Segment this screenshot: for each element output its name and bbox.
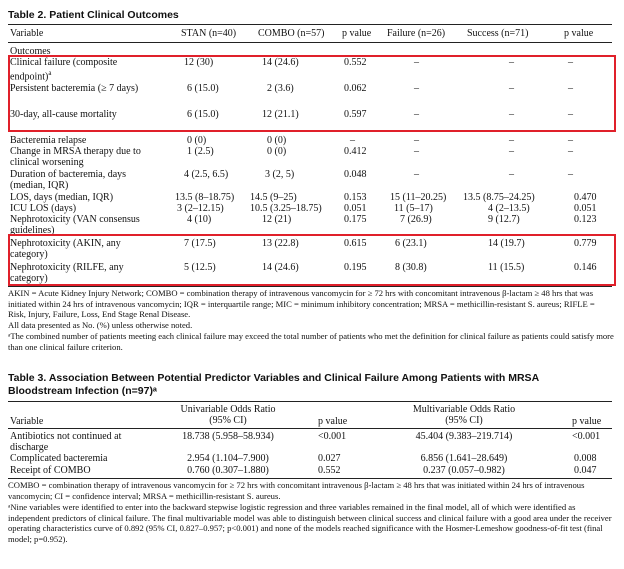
t2-cell-combo: 14 (24.6): [262, 57, 299, 68]
t2-header-success: Success (n=71): [467, 28, 529, 39]
t3-cell-univariable: 18.738 (5.958–58.934): [182, 431, 274, 442]
t2-cell-stan: 1 (2.5): [187, 146, 214, 157]
t2-cell-combo: 13 (22.8): [262, 238, 299, 249]
t2-cell-p2: –: [568, 57, 573, 68]
t3-cell-univariable: 0.760 (0.307–1.880): [187, 465, 269, 476]
t3-footnote-abbrev: COMBO = combination therapy of intravenous vancomycin for ≥ 72 hrs with concomitant intravenous β-lactam ≥ 48 hrs that was initiated within 24 hrs of intravenous vancomycin; CI = confidence interval; MRSA = methicillin-resistant S. aureus.: [8, 480, 585, 501]
table3-bottom-rule: [8, 478, 612, 479]
t2-footnote-data: All data presented as No. (%) unless otherwise noted.: [8, 320, 193, 330]
t2-cell-p2: 0.051: [574, 203, 597, 214]
table2-bottom-rule: [8, 286, 612, 287]
t3-cell-p1: <0.001: [318, 431, 347, 442]
t2-cell-failure: –: [414, 57, 419, 68]
table2-header-rule: [8, 42, 612, 43]
t2-cell-p: 0.153: [344, 192, 367, 203]
t2-cell-p: –: [350, 135, 355, 146]
t3-row-label: Antibiotics not continued at discharge: [10, 431, 122, 453]
t2-row-label: Duration of bacteremia, days (median, IQR): [10, 169, 127, 191]
t3-header-multivariable-ci: (95% CI): [445, 415, 483, 426]
t2-cell-p2: 0.146: [574, 262, 597, 273]
t2-cell-combo: 0 (0): [267, 135, 287, 146]
t2-cell-success: –: [509, 57, 514, 68]
table3-title: Table 3. Association Between Potential Predictor Variables and Clinical Failure Among Patients with MRSA Bloodstream Infection (n=97)ᵃ: [8, 372, 539, 397]
t3-row-label: Complicated bacteremia: [10, 453, 108, 464]
t3-header-univariable: Univariable Odds Ratio: [180, 404, 276, 415]
t3-row-label: Receipt of COMBO: [10, 465, 91, 476]
t2-cell-p2: –: [568, 146, 573, 157]
t2-cell-p: 0.175: [344, 214, 367, 225]
t2-row-label: Nephrotoxicity (VAN consensus guidelines): [10, 214, 140, 235]
t3-cell-p1: 0.027: [318, 453, 341, 464]
t2-row-label: Nephrotoxicity (AKIN, any category): [10, 238, 121, 260]
t2-cell-p: 0.552: [344, 57, 367, 68]
t2-cell-failure: –: [414, 169, 419, 180]
t2-cell-combo: 12 (21): [262, 214, 292, 225]
t2-header-combo: COMBO (n=57): [258, 28, 325, 39]
t3-header-univariable-ci: (95% CI): [209, 415, 247, 426]
t2-cell-p: 0.597: [344, 109, 367, 120]
t2-cell-success: 13.5 (8.75–24.25): [463, 192, 535, 203]
t2-header-stan: STAN (n=40): [181, 28, 237, 39]
t2-section-outcomes: Outcomes: [10, 46, 51, 57]
t3-header-multivariable: Multivariable Odds Ratio: [412, 404, 516, 415]
t2-cell-p: 0.195: [344, 262, 367, 273]
t3-header-variable: Variable: [10, 416, 44, 427]
t2-cell-combo: 10.5 (3.25–18.75): [250, 203, 322, 214]
t2-footnote-abbrev: AKIN = Acute Kidney Injury Network; COMBO = combination therapy of intravenous vancomycin for ≥ 72 hrs with concomitant intravenous β-lactam ≥ 48 hrs that was initiated within 24 hrs of intravenous vancomycin; IQR = interquartile range; MIC = minimum inhibitory concentration; MRSA = methicillin-resistant S. aureus; RIFLE = Risk, Injury, Failure, Loss, End Stage Renal Disease.: [8, 288, 595, 319]
t2-cell-stan: 13.5 (8–18.75): [175, 192, 235, 203]
t2-cell-combo: 12 (21.1): [262, 109, 299, 120]
t2-cell-stan: 5 (12.5): [184, 262, 216, 273]
t2-cell-p2: –: [568, 169, 573, 180]
t2-cell-p2: 0.470: [574, 192, 597, 203]
t2-cell-p: 0.412: [344, 146, 367, 157]
t2-row-label-text: Clinical failure (composite endpoint): [10, 57, 118, 83]
t2-cell-success: –: [509, 169, 514, 180]
t2-cell-stan: 7 (17.5): [184, 238, 216, 249]
t2-cell-stan: 3 (2–12.15): [177, 203, 224, 214]
t2-header-pvalue: p value: [342, 28, 372, 39]
t3-cell-univariable: 2.954 (1.104–7.900): [187, 453, 269, 464]
t2-cell-stan: 0 (0): [187, 135, 207, 146]
t2-cell-success: 9 (12.7): [488, 214, 520, 225]
t2-cell-stan: 12 (30): [184, 57, 214, 68]
t2-cell-p: 0.051: [344, 203, 367, 214]
t2-cell-p2: 0.123: [574, 214, 597, 225]
t2-row-label: Nephrotoxicity (RILFE, any category): [10, 262, 124, 284]
t2-cell-stan: 6 (15.0): [187, 83, 219, 94]
t2-cell-failure: 15 (11–20.25): [390, 192, 447, 203]
table3-header-rule: [8, 428, 612, 429]
t2-cell-p2: –: [568, 109, 573, 120]
t2-cell-success: –: [509, 135, 514, 146]
t2-cell-p: 0.615: [344, 238, 367, 249]
t3-cell-p2: <0.001: [572, 431, 601, 442]
t2-cell-combo: 3 (2, 5): [265, 169, 295, 180]
t3-cell-multivariable: 45.404 (9.383–219.714): [415, 431, 513, 442]
t2-header-pvalue2: p value: [564, 28, 594, 39]
highlight-box-outcomes: [8, 55, 616, 132]
t2-row-label: Persistent bacteremia (≥ 7 days): [10, 83, 139, 94]
t2-cell-combo: 2 (3.6): [267, 83, 294, 94]
t2-cell-p: 0.062: [344, 83, 367, 94]
t3-cell-multivariable: 0.237 (0.057–0.982): [423, 465, 505, 476]
t3-header-pvalue2: p value: [572, 416, 602, 427]
t2-cell-stan: 6 (15.0): [187, 109, 219, 120]
t2-footnote-a: ᵃThe combined number of patients meeting each clinical failure may exceed the total number of patients who met the definition for clinical failure as patients could satisfy more than one clinical failure criterion.: [8, 331, 614, 352]
table2-title: Table 2. Patient Clinical Outcomes: [8, 9, 179, 21]
t2-cell-p2: –: [568, 135, 573, 146]
t2-cell-stan: 4 (10): [187, 214, 212, 225]
t2-row-label: Change in MRSA therapy due to clinical worsening: [10, 146, 141, 168]
t2-cell-failure: –: [414, 135, 419, 146]
t2-cell-success: 11 (15.5): [488, 262, 525, 273]
t2-cell-success: –: [509, 109, 514, 120]
t2-cell-failure: 11 (5–17): [394, 203, 433, 214]
t2-cell-p2: –: [568, 83, 573, 94]
t2-cell-success: –: [509, 83, 514, 94]
t2-cell-failure: 6 (23.1): [395, 238, 427, 249]
highlight-box-nephrotoxicity: [8, 234, 616, 286]
t2-row-label: Bacteremia relapse: [10, 135, 87, 146]
t2-cell-failure: –: [414, 146, 419, 157]
t2-cell-p: 0.048: [344, 169, 367, 180]
t2-cell-success: –: [509, 146, 514, 157]
table2-top-rule: [8, 24, 612, 25]
t3-cell-p1: 0.552: [318, 465, 341, 476]
t2-row-label: LOS, days (median, IQR): [10, 192, 114, 203]
t3-footnote-a: ᵃNine variables were identified to enter into the backward stepwise logistic regression and three variables remained in the final model, all of which were identified as independent predictors of clinical failure. The final multivariable model was able to distinguish between clinical success and clinical failure with a good area under the receiver operating characteristics curve of 0.892 (95% CI, 0.827–0.957; p<0.001) and none of the models reached significance with the Hosmer-Lemeshow goodness-of-fit test (final model; p=0.952).: [8, 502, 612, 544]
t3-header-pvalue1: p value: [318, 416, 348, 427]
t2-cell-failure: –: [414, 83, 419, 94]
t2-row-label: ICU LOS (days): [10, 203, 77, 214]
t3-cell-p2: 0.008: [574, 453, 597, 464]
t3-cell-p2: 0.047: [574, 465, 597, 476]
t3-cell-multivariable: 6.856 (1.641–28.649): [420, 453, 508, 464]
t2-cell-combo: 14 (24.6): [262, 262, 299, 273]
t2-header-failure: Failure (n=26): [387, 28, 446, 39]
t2-cell-failure: 8 (30.8): [395, 262, 427, 273]
t2-cell-p2: 0.779: [574, 238, 597, 249]
t2-cell-combo: 14.5 (9–25): [250, 192, 297, 203]
t2-row-footnote-mark: a: [48, 69, 52, 77]
t2-cell-failure: 7 (26.9): [400, 214, 432, 225]
t2-row-label: 30-day, all-cause mortality: [10, 109, 117, 120]
t2-cell-failure: –: [414, 109, 419, 120]
t2-header-variable: Variable: [10, 28, 44, 39]
t2-cell-success: 4 (2–13.5): [488, 203, 530, 214]
t2-cell-stan: 4 (2.5, 6.5): [184, 169, 229, 180]
t2-cell-success: 14 (19.7): [488, 238, 525, 249]
table3-top-rule: [8, 401, 612, 402]
t2-cell-combo: 0 (0): [267, 146, 287, 157]
